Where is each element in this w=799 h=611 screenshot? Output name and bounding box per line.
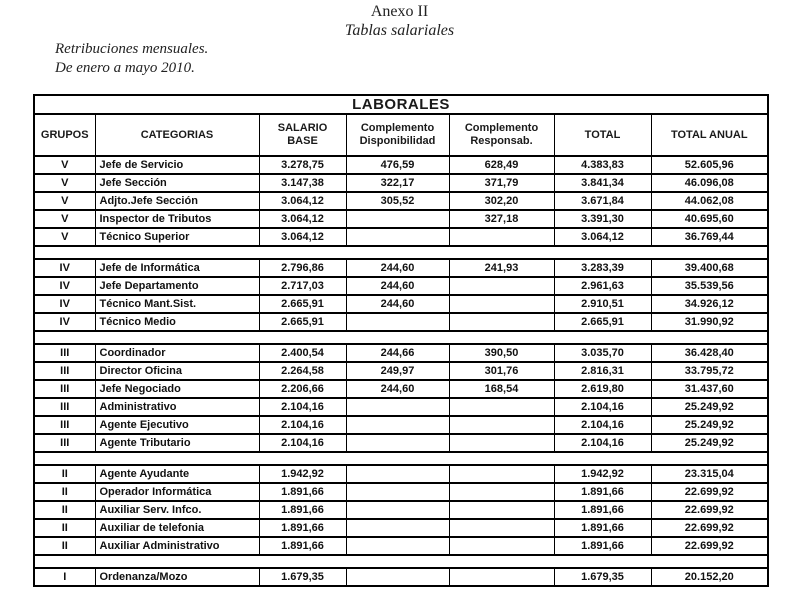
- grupo-cell: II: [34, 483, 95, 501]
- total-anual-cell: 39.400,68: [651, 259, 768, 277]
- doc-title: Anexo II: [370, 3, 429, 20]
- comp-responsab-cell: 628,49: [449, 156, 554, 174]
- grupo-cell: IV: [34, 295, 95, 313]
- table-row: [34, 519, 768, 537]
- salario-base-cell: 3.064,12: [259, 210, 346, 228]
- col-header-comp-disponibilidad: Complemento Disponibilidad: [346, 114, 449, 156]
- categoria-cell: Jefe Negociado: [95, 380, 259, 398]
- salario-base-cell: 2.796,86: [259, 259, 346, 277]
- comp-disponibilidad-cell: [346, 465, 449, 483]
- categoria-cell: Técnico Medio: [95, 313, 259, 331]
- total-anual-cell: 31.437,60: [651, 380, 768, 398]
- table-row: [34, 465, 768, 483]
- comp-disponibilidad-cell: 244,60: [346, 277, 449, 295]
- comp-disponibilidad-cell: 244,60: [346, 380, 449, 398]
- table-title-row: [34, 95, 768, 114]
- grupo-cell: III: [34, 434, 95, 452]
- salary-table: [33, 94, 769, 587]
- total-anual-cell: 25.249,92: [651, 398, 768, 416]
- grupo-cell: II: [34, 501, 95, 519]
- table-row: [34, 277, 768, 295]
- salario-base-cell: 1.891,66: [259, 519, 346, 537]
- categoria-cell: Técnico Superior: [95, 228, 259, 246]
- total-cell: 2.910,51: [554, 295, 651, 313]
- col-header-total: TOTAL: [554, 114, 651, 156]
- salario-base-cell: 2.264,58: [259, 362, 346, 380]
- salario-base-cell: 1.891,66: [259, 501, 346, 519]
- comp-responsab-cell: 371,79: [449, 174, 554, 192]
- categoria-cell: Auxiliar Administrativo: [95, 537, 259, 555]
- comp-disponibilidad-cell: [346, 210, 449, 228]
- grupo-cell: V: [34, 156, 95, 174]
- comp-disponibilidad-cell: [346, 483, 449, 501]
- table-row: [34, 192, 768, 210]
- comp-responsab-cell: [449, 519, 554, 537]
- salario-base-cell: 1.891,66: [259, 537, 346, 555]
- col-header-total-anual: TOTAL ANUAL: [651, 114, 768, 156]
- grupo-cell: III: [34, 380, 95, 398]
- total-anual-cell: 40.695,60: [651, 210, 768, 228]
- grupo-cell: V: [34, 174, 95, 192]
- total-cell: 1.891,66: [554, 519, 651, 537]
- group-spacer-cell: [34, 555, 768, 568]
- total-cell: 2.665,91: [554, 313, 651, 331]
- grupo-cell: V: [34, 228, 95, 246]
- comp-responsab-cell: [449, 398, 554, 416]
- doc-subtitle: Tablas salariales: [344, 22, 455, 39]
- comp-responsab-cell: [449, 313, 554, 331]
- comp-disponibilidad-cell: 322,17: [346, 174, 449, 192]
- total-cell: 4.383,83: [554, 156, 651, 174]
- group-spacer-cell: [34, 452, 768, 465]
- comp-disponibilidad-cell: [346, 416, 449, 434]
- categoria-cell: Director Oficina: [95, 362, 259, 380]
- total-cell: 3.064,12: [554, 228, 651, 246]
- categoria-cell: Auxiliar de telefonia: [95, 519, 259, 537]
- categoria-cell: Agente Ayudante: [95, 465, 259, 483]
- total-anual-cell: 36.428,40: [651, 344, 768, 362]
- categoria-cell: Administrativo: [95, 398, 259, 416]
- salario-base-cell: 2.400,54: [259, 344, 346, 362]
- salario-base-cell: 2.717,03: [259, 277, 346, 295]
- salario-base-cell: 1.942,92: [259, 465, 346, 483]
- comp-disponibilidad-cell: [346, 228, 449, 246]
- comp-disponibilidad-cell: 244,60: [346, 259, 449, 277]
- categoria-cell: Agente Tributario: [95, 434, 259, 452]
- col-header-comp-responsab: Complemento Responsab.: [449, 114, 554, 156]
- total-cell: 3.035,70: [554, 344, 651, 362]
- table-row: [34, 398, 768, 416]
- group-spacer-row: [34, 246, 768, 259]
- comp-responsab-cell: [449, 228, 554, 246]
- comp-responsab-cell: 390,50: [449, 344, 554, 362]
- total-anual-cell: 35.539,56: [651, 277, 768, 295]
- total-anual-cell: 20.152,20: [651, 568, 768, 586]
- total-cell: 1.891,66: [554, 501, 651, 519]
- group-spacer-row: [34, 555, 768, 568]
- grupo-cell: IV: [34, 277, 95, 295]
- grupo-cell: III: [34, 362, 95, 380]
- categoria-cell: Auxiliar Serv. Infco.: [95, 501, 259, 519]
- comp-responsab-cell: [449, 277, 554, 295]
- comp-disponibilidad-cell: [346, 434, 449, 452]
- total-cell: 1.891,66: [554, 537, 651, 555]
- comp-responsab-cell: [449, 537, 554, 555]
- grupo-cell: III: [34, 398, 95, 416]
- total-anual-cell: 22.699,92: [651, 501, 768, 519]
- total-cell: 2.104,16: [554, 434, 651, 452]
- categoria-cell: Agente Ejecutivo: [95, 416, 259, 434]
- grupo-cell: II: [34, 537, 95, 555]
- total-anual-cell: 44.062,08: [651, 192, 768, 210]
- total-cell: 1.891,66: [554, 483, 651, 501]
- comp-responsab-cell: [449, 416, 554, 434]
- comp-disponibilidad-cell: [346, 501, 449, 519]
- grupo-cell: II: [34, 465, 95, 483]
- note-line-1: Retribuciones mensuales.: [55, 41, 209, 57]
- table-row: [34, 434, 768, 452]
- table-row: [34, 313, 768, 331]
- total-anual-cell: 34.926,12: [651, 295, 768, 313]
- categoria-cell: Jefe de Informática: [95, 259, 259, 277]
- comp-responsab-cell: 168,54: [449, 380, 554, 398]
- salario-base-cell: 2.206,66: [259, 380, 346, 398]
- comp-disponibilidad-cell: [346, 398, 449, 416]
- group-spacer-cell: [34, 246, 768, 259]
- total-cell: 3.671,84: [554, 192, 651, 210]
- comp-disponibilidad-cell: [346, 568, 449, 586]
- table-row: [34, 295, 768, 313]
- col-header-salario-base: SALARIO BASE: [259, 114, 346, 156]
- column-header-row: [34, 114, 768, 156]
- grupo-cell: V: [34, 210, 95, 228]
- comp-disponibilidad-cell: 244,66: [346, 344, 449, 362]
- table-row: [34, 416, 768, 434]
- table-row: [34, 344, 768, 362]
- comp-responsab-cell: [449, 568, 554, 586]
- salario-base-cell: 2.665,91: [259, 295, 346, 313]
- categoria-cell: Inspector de Tributos: [95, 210, 259, 228]
- note-line-2: De enero a mayo 2010.: [55, 60, 195, 76]
- total-anual-cell: 25.249,92: [651, 434, 768, 452]
- total-cell: 2.619,80: [554, 380, 651, 398]
- total-cell: 2.961,63: [554, 277, 651, 295]
- grupo-cell: V: [34, 192, 95, 210]
- grupo-cell: III: [34, 416, 95, 434]
- col-header-grupos: GRUPOS: [34, 114, 95, 156]
- table-row: [34, 537, 768, 555]
- salario-base-cell: 3.064,12: [259, 192, 346, 210]
- categoria-cell: Jefe Departamento: [95, 277, 259, 295]
- total-cell: 2.816,31: [554, 362, 651, 380]
- total-cell: 1.679,35: [554, 568, 651, 586]
- comp-disponibilidad-cell: 476,59: [346, 156, 449, 174]
- salario-base-cell: 2.104,16: [259, 398, 346, 416]
- comp-disponibilidad-cell: [346, 313, 449, 331]
- table-title: LABORALES: [34, 95, 768, 114]
- grupo-cell: II: [34, 519, 95, 537]
- comp-disponibilidad-cell: 305,52: [346, 192, 449, 210]
- group-spacer-cell: [34, 331, 768, 344]
- comp-responsab-cell: 327,18: [449, 210, 554, 228]
- comp-responsab-cell: 301,76: [449, 362, 554, 380]
- total-cell: 3.283,39: [554, 259, 651, 277]
- grupo-cell: IV: [34, 259, 95, 277]
- grupo-cell: III: [34, 344, 95, 362]
- categoria-cell: Jefe de Servicio: [95, 156, 259, 174]
- total-cell: 2.104,16: [554, 398, 651, 416]
- comp-responsab-cell: [449, 434, 554, 452]
- grupo-cell: I: [34, 568, 95, 586]
- comp-responsab-cell: 302,20: [449, 192, 554, 210]
- total-cell: 2.104,16: [554, 416, 651, 434]
- table-row: [34, 228, 768, 246]
- grupo-cell: IV: [34, 313, 95, 331]
- comp-responsab-cell: [449, 483, 554, 501]
- table-row: [34, 156, 768, 174]
- salario-base-cell: 2.665,91: [259, 313, 346, 331]
- table-row: [34, 174, 768, 192]
- table-row: [34, 483, 768, 501]
- total-anual-cell: 22.699,92: [651, 483, 768, 501]
- table-row: [34, 501, 768, 519]
- categoria-cell: Técnico Mant.Sist.: [95, 295, 259, 313]
- group-spacer-row: [34, 452, 768, 465]
- table-row: [34, 380, 768, 398]
- comp-responsab-cell: [449, 501, 554, 519]
- total-cell: 3.841,34: [554, 174, 651, 192]
- salario-base-cell: 1.891,66: [259, 483, 346, 501]
- categoria-cell: Operador Informática: [95, 483, 259, 501]
- total-anual-cell: 36.769,44: [651, 228, 768, 246]
- col-header-categorias: CATEGORIAS: [95, 114, 259, 156]
- comp-responsab-cell: 241,93: [449, 259, 554, 277]
- total-anual-cell: 52.605,96: [651, 156, 768, 174]
- total-anual-cell: 31.990,92: [651, 313, 768, 331]
- salario-base-cell: 2.104,16: [259, 416, 346, 434]
- categoria-cell: Jefe Sección: [95, 174, 259, 192]
- salario-base-cell: 3.278,75: [259, 156, 346, 174]
- table-row: [34, 210, 768, 228]
- comp-disponibilidad-cell: 244,60: [346, 295, 449, 313]
- categoria-cell: Coordinador: [95, 344, 259, 362]
- doc-notes: [55, 40, 208, 78]
- total-anual-cell: 46.096,08: [651, 174, 768, 192]
- total-anual-cell: 22.699,92: [651, 537, 768, 555]
- table-row: [34, 362, 768, 380]
- table-row: [34, 259, 768, 277]
- categoria-cell: Adjto.Jefe Sección: [95, 192, 259, 210]
- total-cell: 3.391,30: [554, 210, 651, 228]
- total-cell: 1.942,92: [554, 465, 651, 483]
- group-spacer-row: [34, 331, 768, 344]
- table-body: [34, 156, 768, 586]
- total-anual-cell: 22.699,92: [651, 519, 768, 537]
- comp-responsab-cell: [449, 465, 554, 483]
- comp-disponibilidad-cell: [346, 519, 449, 537]
- categoria-cell: Ordenanza/Mozo: [95, 568, 259, 586]
- comp-disponibilidad-cell: [346, 537, 449, 555]
- total-anual-cell: 23.315,04: [651, 465, 768, 483]
- salario-base-cell: 3.064,12: [259, 228, 346, 246]
- comp-disponibilidad-cell: 249,97: [346, 362, 449, 380]
- table-row: [34, 568, 768, 586]
- salario-base-cell: 1.679,35: [259, 568, 346, 586]
- salario-base-cell: 3.147,38: [259, 174, 346, 192]
- salario-base-cell: 2.104,16: [259, 434, 346, 452]
- comp-responsab-cell: [449, 295, 554, 313]
- total-anual-cell: 33.795,72: [651, 362, 768, 380]
- total-anual-cell: 25.249,92: [651, 416, 768, 434]
